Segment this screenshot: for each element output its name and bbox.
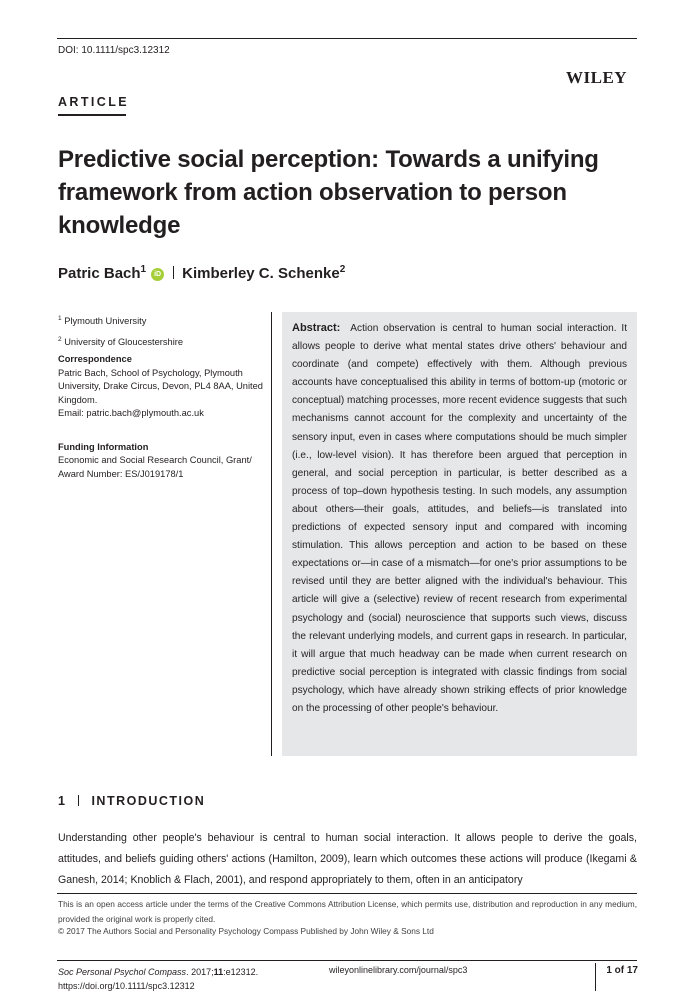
affiliation: $^1$ Plymouth University (58, 315, 147, 327)
abstract-paragraph (292, 319, 627, 718)
author-separator (173, 266, 174, 279)
correspondence-address: Patric Bach, School of Psychology, Plymouth University, Drake Circus, Devon, PL4 8AA, United Kingdom. (58, 367, 263, 405)
section-heading (58, 794, 205, 808)
author-line (58, 264, 345, 282)
article-type: ARTICLE (58, 95, 129, 109)
funding-heading: Funding Information (58, 441, 149, 452)
journal-website[interactable]: wileyonlinelibrary.com/journal/spc3 (329, 965, 468, 975)
author-affiliation-number: 2 (339, 264, 346, 275)
footer-rule (57, 960, 637, 961)
abstract-box (282, 312, 637, 756)
article-info-column (58, 312, 270, 481)
doi-link[interactable]: https://doi.org/10.1111/spc3.12312 (58, 981, 195, 991)
author-name[interactable]: Patric Bach (58, 265, 141, 282)
affiliation: $^2$ University of Gloucestershire (58, 335, 184, 347)
author-affiliation-number: 1 (140, 264, 147, 275)
funding-text: Economic and Social Research Council, Grant/ Award Number: ES/J019178/1 (58, 455, 252, 479)
copyright-note: © 2017 The Authors Social and Personality Psychology Compass Published by John Wiley & Sons Ltd (58, 926, 434, 936)
correspondence-heading: Correspondence (58, 354, 132, 365)
abstract-text: Action observation is central to human social interaction. It allows people to derive what mental states drive others' behaviour and coordinate (and compete) effectively with them. Although previous accounts have conceptualised this ability in terms of bottom-up (motoric or conceptual) matching processes, more recent evidence suggests that such mechanisms cannot account for the complexity and uncertainty of the sensory input, even in cases where computations should be much simpler (i.e., low-level vision). It has therefore been argued that perception in general, and social perception in particular, is better described as a process of top–down hypothesis testing. In such models, any assumption about others—their goals, attitudes, and beliefs—is translated into predictions of expected sensory input and compared with incoming stimulation. This allows perception and action to be based on these expectations or—in case of a mismatch—for one's prior assumptions to be revised until they are better aligned with the individual's behaviour. This article will give a (selective) review of recent research from experimental psychology and (social) neuroscience that supports such views, discuss the relevant underlying models, and current gaps in research. In particular, it will argue that much headway can be made when current research on predictive social perception is integrated with classic findings from social psychology, which have already shown striking effects of prior knowledge on the processing of other people's behaviour. (292, 323, 627, 714)
footnote-rule (57, 893, 637, 894)
publisher-logo: WILEY (566, 68, 628, 87)
orcid-icon[interactable]: iD (151, 268, 164, 281)
section-number: 1 (58, 794, 67, 808)
license-note: This is an open access article under the terms of the Creative Commons Attribution License, which permits use, distribution and reproduction in any medium, provided the original work is properly cited. (58, 899, 637, 924)
section-separator (78, 795, 79, 806)
article-type-underline (58, 114, 126, 116)
page-number: 1 of 17 (595, 963, 638, 991)
abstract-label: Abstract: (292, 322, 341, 334)
doi-label: DOI: 10.1111/spc3.12312 (58, 45, 170, 56)
journal-name: Soc Personal Psychol Compass (58, 967, 187, 977)
journal-citation: Soc Personal Psychol Compass. 2017;11:e12312. https://doi.org/10.1111/spc3.12312 (58, 967, 259, 991)
section-title: INTRODUCTION (91, 794, 206, 808)
top-rule (57, 38, 637, 39)
correspondence-email[interactable]: Email: patric.bach@plymouth.ac.uk (58, 408, 204, 419)
column-divider (271, 312, 272, 756)
paper-title: Predictive social perception: Towards a unifying framework from action observation to person knowledge (58, 146, 599, 239)
author-name[interactable]: Kimberley C. Schenke (182, 265, 340, 282)
introduction-paragraph: Understanding other people's behaviour is central to human social interaction. It allows people to derive the goals, attitudes, and beliefs guiding others' actions (Hamilton, 2009), learn which outcomes these actions will produce (Ikegami & Ganesh, 2014; Knoblich & Flach, 2001), and respond appropriately to them, often in an anticipatory (58, 832, 637, 886)
journal-volume: 11 (213, 967, 224, 977)
